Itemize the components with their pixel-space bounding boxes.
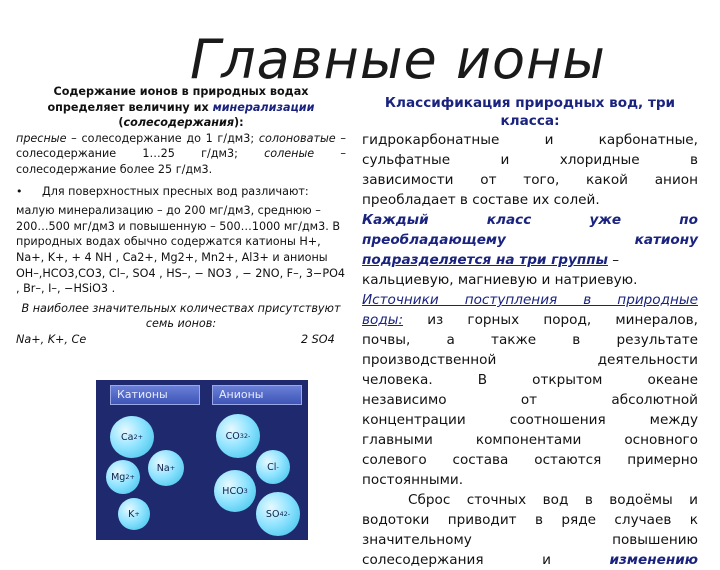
ion-ca: Ca 2+ bbox=[110, 416, 154, 458]
bullet-icon: • bbox=[16, 184, 23, 198]
ions-figure bbox=[96, 380, 308, 540]
seven-ions-line: В наиболее значительных количествах присутствуют семь ионов: bbox=[21, 301, 341, 331]
salinity-term: солесодержания bbox=[123, 116, 234, 130]
classification-heading: Классификация природных вод, три класса: bbox=[384, 95, 676, 129]
left-column bbox=[16, 84, 346, 348]
left-heading: Содержание ионов в природных водах определяет величину их минерализации (солесодержания): bbox=[47, 85, 315, 130]
ion-k: K + bbox=[118, 498, 150, 530]
mineralization-term: минерализации bbox=[212, 100, 315, 114]
mineralization-paragraph: малую минерализацию – до 200 мг/дм3, среднюю – 200…500 мг/дм3 и повышенную – 500…1000 мг/дм3. В природных водах обычно содержатся катионы H+, Na+, K+, + 4 NH , Ca2+, Mg2+, Mn2+, Al3+ и анионы OH–,HCO3,CO3, Cl–, SO4 , HS–, − NO3 , − 2NO, F–, 3−PO4 , Br–, I–, −HSiO3 . bbox=[16, 204, 345, 296]
ions-list-line: Na+, K+, Ce 2 SO4 bbox=[16, 332, 335, 346]
bullet-item: • Для поверхностных пресных вод различают: bbox=[16, 184, 309, 198]
ion-cl: Cl - bbox=[256, 450, 290, 484]
ion-hco3: HCO 3 bbox=[214, 470, 256, 512]
cations-header: Катионы bbox=[110, 385, 200, 405]
slide-title: Главные ионы bbox=[190, 28, 606, 91]
anions-header: Анионы bbox=[212, 385, 302, 405]
ion-na: Na + bbox=[148, 450, 184, 486]
right-column: Классификация природных вод, три класса: гидрокарбонатные и карбонатные, сульфатные и хлоридные в зависимости от того, какой анион преобладает в составе их солей. Каждый класс уже по преобладающему катиону подразделяется на три группы – кальциевую, магниевую и натриевую. Источники поступления в природные воды: из горных пород, минералов, почвы, а также в результате производственной деятельности человека. В открытом океане независимо от абсолютной концентрации соотношения между главными компонентами основного солевого состава остаются примерно постоянными. Сброс сточных вод в водоёмы и водотоки приводит в ряде случаев к значительному повышению солесодержания и изменению bbox=[362, 95, 698, 568]
ion-so4: SO 4 2- bbox=[256, 492, 300, 536]
ion-co3: CO 3 2- bbox=[216, 414, 260, 458]
water-types: пресные – солесодержание до 1 г/дм3; солоноватые – солесодержание 1…25 г/дм3; соленые – солесодержание более 25 г/дм3. bbox=[16, 131, 346, 176]
ion-mg: Mg 2+ bbox=[106, 460, 140, 494]
